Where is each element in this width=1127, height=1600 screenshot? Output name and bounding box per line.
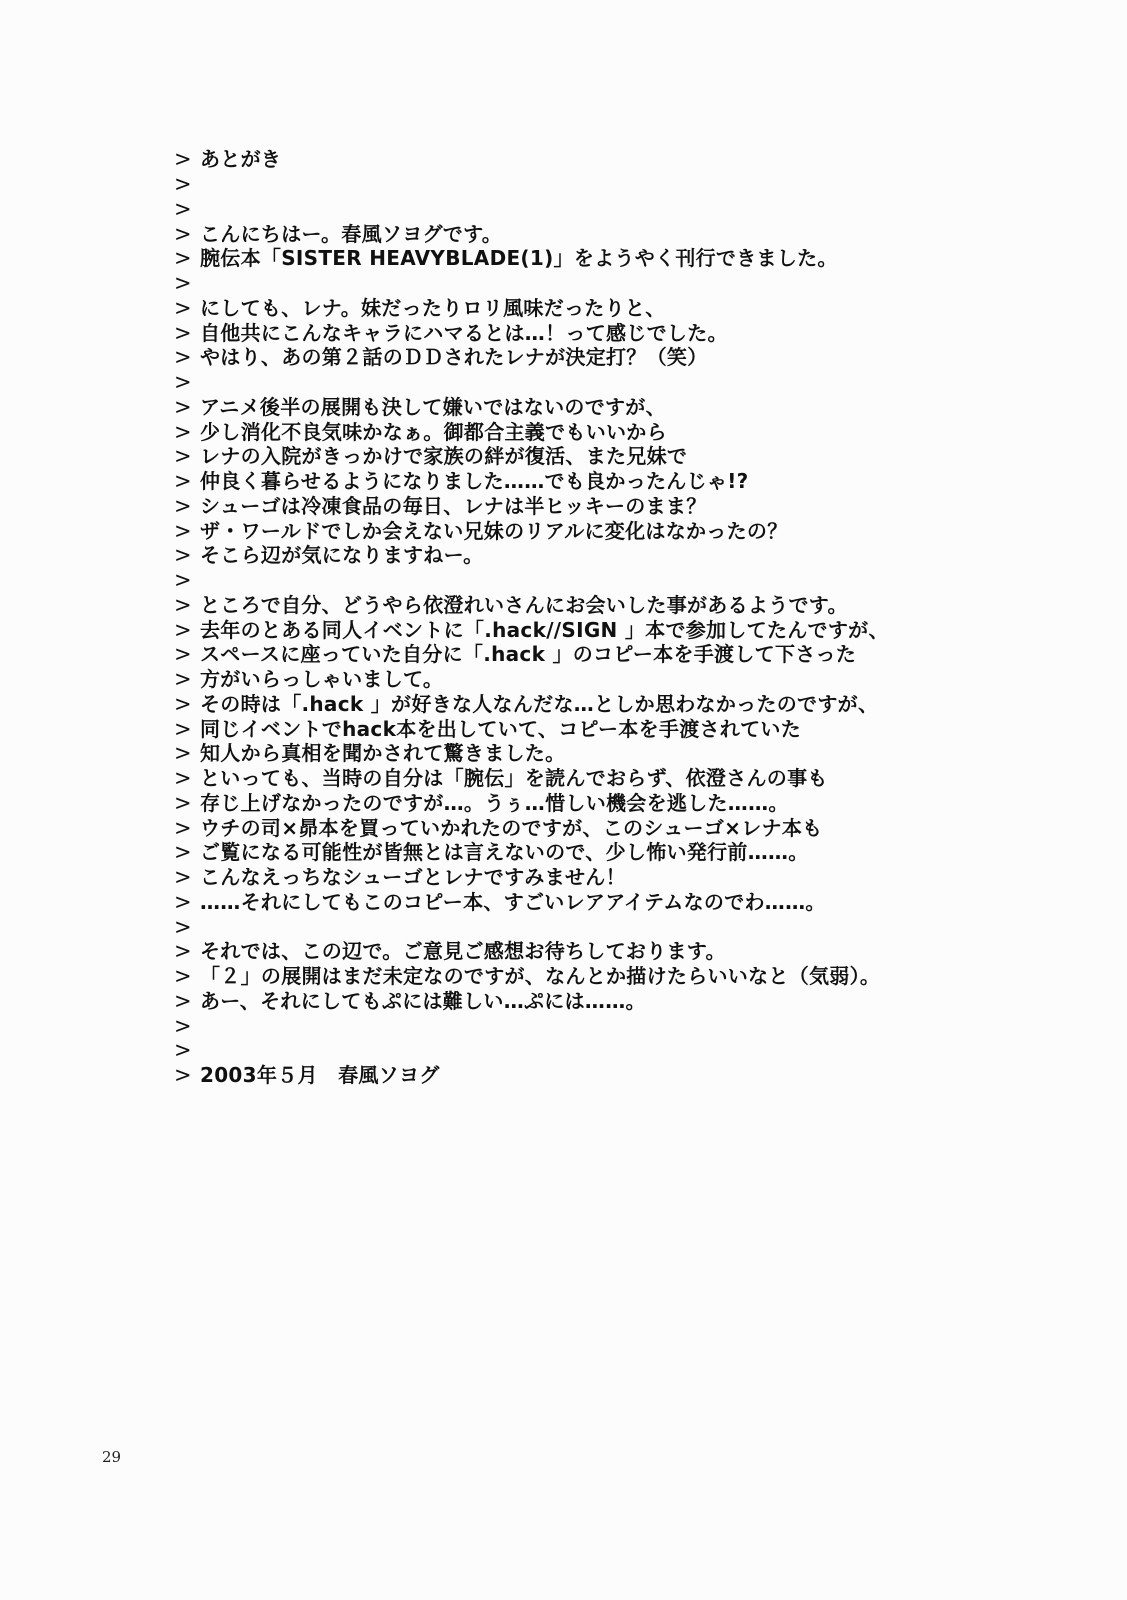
quote-marker: > [174,1013,192,1038]
quote-marker: > [174,518,192,543]
text-line [174,914,1074,939]
quote-marker: > [174,840,192,865]
text-line [174,617,1074,642]
line-text: 方がいらっしゃいまして。 [200,667,444,692]
quote-marker: > [174,271,192,296]
line-text: 存じ上げなかったのですが…。うぅ…惜しい機会を逃した……。 [200,790,789,815]
quote-marker: > [174,394,192,419]
text-line [174,667,1074,692]
quote-marker: > [174,295,192,320]
text-line [174,1038,1074,1063]
quote-marker: > [174,617,192,642]
quote-marker: > [174,419,192,444]
text-line [174,890,1074,915]
text-line [174,840,1074,865]
line-text: といっても、当時の自分は「腕伝」を読んでおらず、依澄さんの事も [200,766,828,791]
quote-marker: > [174,766,192,791]
text-line [174,815,1074,840]
quote-marker: > [174,221,192,246]
text-line [174,345,1074,370]
line-text: その時は「.hack 」が好きな人なんだな…としか思わなかったのですが、 [200,691,879,716]
quote-marker: > [174,345,192,370]
quote-marker: > [174,865,192,890]
text-line [174,1063,1074,1088]
quote-marker: > [174,667,192,692]
text-line [174,370,1074,395]
line-text: 自他共にこんなキャラにハマるとは…！って感じでした。 [200,320,728,345]
quote-marker: > [174,592,192,617]
text-line [174,989,1074,1014]
page-number: 29 [102,1448,122,1466]
text-line [174,939,1074,964]
line-text: 知人から真相を聞かされて驚きました。 [200,741,566,766]
line-text: 「２」の展開はまだ未定なのですが、なんとか描けたらいいなと（気弱）。 [200,964,881,989]
text-line [174,444,1074,469]
quote-marker: > [174,196,192,221]
quote-marker: > [174,691,192,716]
quote-marker: > [174,172,192,197]
quote-marker: > [174,642,192,667]
text-line [174,469,1074,494]
afterword-text [174,147,1074,1088]
afterword-title-line [174,147,1074,172]
text-line [174,766,1074,791]
text-line [174,296,1074,321]
quote-marker: > [174,716,192,741]
quote-marker: > [174,320,192,345]
quote-marker: > [174,988,192,1013]
quote-marker: > [174,815,192,840]
quote-marker: > [174,370,192,395]
text-line [174,518,1074,543]
text-line [174,494,1074,519]
line-text: ところで自分、どうやら依澄れいさんにお会いした事があるようです。 [200,592,848,617]
line-text: そこら辺が気になりますねー。 [200,543,484,568]
text-line [174,964,1074,989]
text-line [174,865,1074,890]
text-line [174,246,1074,271]
quote-marker: > [174,469,192,494]
quote-marker: > [174,246,192,271]
quote-marker: > [174,1038,192,1063]
line-text: こんにちはー。春風ソヨグです。 [200,221,503,246]
line-text: やはり、あの第２話のＤＤされたレナが決定打？（笑） [200,345,708,370]
line-text: ウチの司×昴本を買っていかれたのですが、このシューゴ×レナ本も [200,815,823,840]
text-line [174,568,1074,593]
line-text: ……それにしてもこのコピー本、すごいレアアイテムなのでわ……。 [200,889,826,914]
text-line [174,543,1074,568]
text-line [174,1013,1074,1038]
text-line [174,221,1074,246]
text-line [174,692,1074,717]
text-line [174,320,1074,345]
line-text: 腕伝本「SISTER HEAVYBLADE(1)」をようやく刊行できました。 [200,246,838,271]
line-text: ご覧になる可能性が皆無とは言えないので、少し怖い発行前……。 [200,840,809,865]
text-line [174,741,1074,766]
quote-marker: > [174,939,192,964]
quote-marker: > [174,493,192,518]
text-line [174,271,1074,296]
text-line [174,395,1074,420]
line-text: こんなえっちなシューゴとレナですみません！ [200,865,626,890]
line-text: あー、それにしてもぷには難しい…ぷには……。 [200,988,646,1013]
quote-marker: > [174,147,192,172]
quote-marker: > [174,964,192,989]
quote-marker: > [174,790,192,815]
text-line [174,172,1074,197]
quote-marker: > [174,444,192,469]
line-text: 少し消化不良気味かなぁ。御都合主義でもいいから [200,419,667,444]
text-line [174,593,1074,618]
line-text: 去年のとある同人イベントに「.hack//SIGN 」本で参加してたんですが、 [200,617,889,642]
line-text: 同じイベントでhack本を出していて、コピー本を手渡されていた [200,716,801,741]
line-text: 仲良く暮らせるようになりました……でも良かったんじゃ!? [200,469,749,494]
line-text: にしても、レナ。妹だったりロリ風味だったりと、 [200,295,666,320]
line-text: それでは、この辺で。ご意見ご感想お待ちしております。 [200,939,726,964]
quote-marker: > [174,543,192,568]
quote-marker: > [174,914,192,939]
line-text: アニメ後半の展開も決して嫌いではないのですが、 [200,394,666,419]
quote-marker: > [174,889,192,914]
line-text: ザ・ワールドでしか会えない兄妹のリアルに変化はなかったの？ [200,518,788,543]
line-text: レナの入院がきっかけで家族の絆が復活、また兄妹で [200,444,688,469]
text-line [174,642,1074,667]
text-line [174,197,1074,222]
line-text: シューゴは冷凍食品の毎日、レナは半ヒッキーのまま？ [200,493,707,518]
quote-marker: > [174,741,192,766]
line-text: 2003年５月 春風ソヨグ [200,1063,440,1088]
line-text: あとがき [200,147,282,172]
line-text: スペースに座っていた自分に「.hack 」のコピー本を手渡して下さった [200,642,857,667]
quote-marker: > [174,568,192,593]
text-line [174,419,1074,444]
text-line [174,791,1074,816]
quote-marker: > [174,1063,192,1088]
text-line [174,716,1074,741]
